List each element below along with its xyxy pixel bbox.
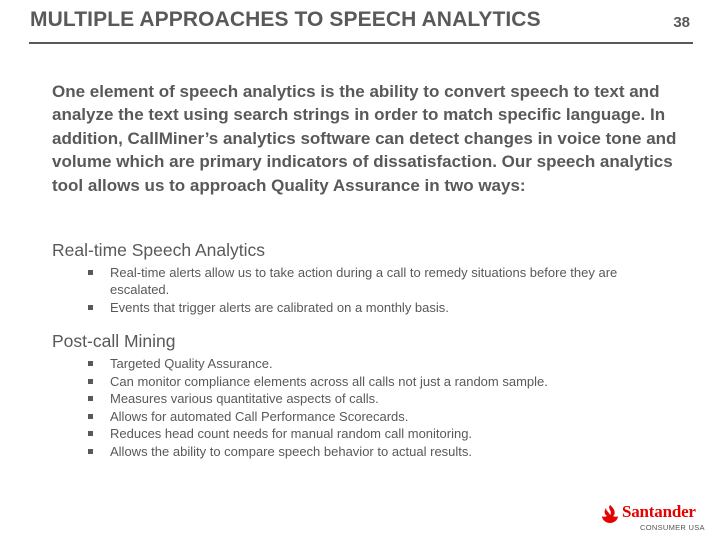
bullet-item [52, 264, 672, 298]
square-bullet-icon [88, 431, 93, 436]
square-bullet-icon [88, 361, 93, 366]
square-bullet-icon [88, 449, 93, 454]
title-divider [29, 42, 693, 44]
bullet-text: Real-time alerts allow us to take action during a call to remedy situations before they are escalated. [110, 265, 618, 297]
bullet-text: Allows the ability to compare speech behavior to actual results. [110, 443, 473, 459]
santander-logo [600, 502, 710, 532]
section-realtime [52, 240, 672, 316]
logo-brand-name: Santander [622, 502, 696, 521]
square-bullet-icon [88, 396, 93, 401]
bullet-text: Events that trigger alerts are calibrated on a monthly basis. [110, 299, 449, 315]
bullet-item [52, 373, 672, 390]
intro-paragraph: One element of speech analytics is the ability to convert speech to text and analyze the text using search strings in order to match specific language. In addition, CallMiner’s analytics software can detect changes in voice tone and volume which are primary indicators of dissatisfaction. Our speech analytics tool allows us to approach Quality Assurance in two ways: [52, 82, 677, 195]
bullet-item [52, 425, 672, 442]
square-bullet-icon [88, 270, 93, 275]
bullet-text: Targeted Quality Assurance. [110, 356, 273, 371]
bullet-item [52, 355, 672, 372]
section-heading: Post-call Mining [52, 331, 176, 351]
bullet-text: Measures various quantitative aspects of calls. [110, 391, 379, 406]
bullet-list [52, 264, 672, 316]
section-heading: Real-time Speech Analytics [52, 240, 266, 260]
flame-icon [600, 504, 620, 524]
bullet-item [52, 408, 672, 425]
bullet-text: Can monitor compliance elements across all calls not just a random sample. [110, 373, 548, 389]
square-bullet-icon [88, 379, 93, 384]
square-bullet-icon [88, 305, 93, 310]
square-bullet-icon [88, 414, 93, 419]
bullet-item [52, 299, 672, 316]
bullet-item [52, 443, 672, 460]
bullet-list [52, 355, 672, 460]
section-postcall [52, 331, 672, 460]
bullet-text: Allows for automated Call Performance Scorecards. [110, 408, 409, 424]
bullet-item [52, 390, 672, 407]
logo-subtitle: CONSUMER USA [640, 523, 705, 532]
slide-title: MULTIPLE APPROACHES TO SPEECH ANALYTICS [30, 8, 541, 31]
page-number: 38 [673, 14, 690, 31]
bullet-text: Reduces head count needs for manual random call monitoring. [110, 426, 473, 441]
